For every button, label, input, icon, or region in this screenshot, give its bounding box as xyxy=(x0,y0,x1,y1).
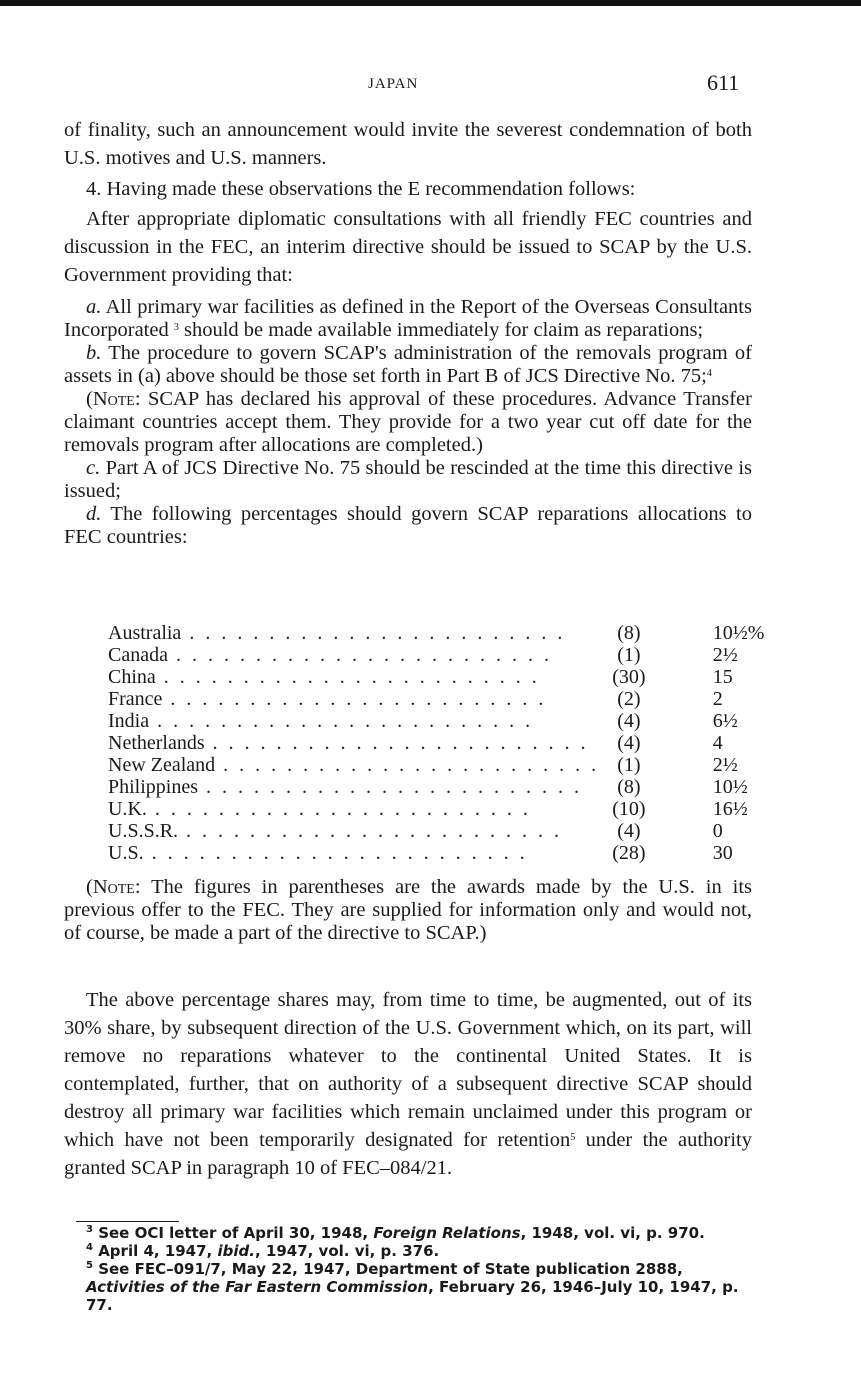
paragraph-1: of finality, such an announcement would invite the severest condemnation of both U.S. motives and U.S. manners. xyxy=(64,119,752,169)
item-b xyxy=(64,342,752,388)
percentage-share: 10½ xyxy=(712,776,748,798)
footnote-5-mark: 5 xyxy=(86,1260,93,1271)
percentage-share: 30 xyxy=(712,842,733,864)
paragraph-3: After appropriate diplomatic consultations with all friendly FEC countries and discussion in the FEC, an interim directive should be issued to SCAP by the U.S. Government providing that: xyxy=(64,208,752,286)
footnotes xyxy=(72,1224,764,1314)
percentage-share: 4 xyxy=(712,732,723,754)
allocation-row xyxy=(108,622,861,644)
country-name: China . . . xyxy=(108,666,599,688)
percentage-share: 6½ xyxy=(712,710,738,732)
country-name: India . . . xyxy=(108,710,599,732)
body-upper xyxy=(64,116,752,289)
allocation-row xyxy=(108,820,861,842)
item-a xyxy=(64,296,752,342)
note-procedures-text: : SCAP has declared his approval of these procedures. Advance Transfer claimant countries accept them. They provide for a two year cut off date for the removals program after allocations are completed.) xyxy=(64,388,752,456)
footnote-5-text: See FEC–091/7, May 22, 1947, Department of State publication 2888, xyxy=(98,1260,683,1278)
country-name: France . . . xyxy=(108,688,599,710)
allocation-row xyxy=(108,666,861,688)
footnote-rule xyxy=(76,1221,179,1222)
item-c-label: c. xyxy=(86,457,101,479)
item-d-label: d. xyxy=(86,503,102,525)
footnote-3-mark: 3 xyxy=(86,1224,93,1235)
footnote-3-title: Foreign Relations xyxy=(373,1224,521,1242)
footnote-ref-4: 4 xyxy=(706,368,712,379)
allocation-row xyxy=(108,842,861,864)
country-name: New Zealand . . . xyxy=(108,754,599,776)
note-figures-block xyxy=(64,876,752,945)
footnote-5 xyxy=(72,1260,764,1314)
item-c-text: Part A of JCS Directive No. 75 should be rescinded at the time this directive is issued; xyxy=(64,457,753,502)
previous-award: (4) xyxy=(617,710,641,732)
note-label: Note xyxy=(92,388,135,410)
allocation-row xyxy=(108,688,861,710)
item-b-text: The procedure to govern SCAP's administration of the removals program of assets in (a) above should be those set forth in Part B of JCS Directive No. 75; xyxy=(64,342,752,387)
footnote-4 xyxy=(72,1242,764,1260)
country-name: Australia . . . xyxy=(108,622,599,644)
previous-award: (4) xyxy=(617,732,641,754)
percentage-share: 10½% xyxy=(712,622,765,644)
footnote-5-title: Activities of the Far Eastern Commission xyxy=(86,1278,429,1296)
item-a-label: a. xyxy=(86,296,102,318)
footnote-3 xyxy=(72,1224,764,1242)
page-number: 611 xyxy=(707,70,740,95)
final-paragraph-block xyxy=(64,986,752,1182)
previous-award: (30) xyxy=(612,666,646,688)
note-figures: (Note: The figures in parentheses are the awards made by the U.S. in its previous offer to the FEC. They are supplied for information only and would not, of course, be made a part of the directive to SCAP.) xyxy=(64,876,752,944)
footnote-4-text: April 4, 1947, xyxy=(98,1242,213,1260)
item-d xyxy=(64,503,752,549)
previous-award: (28) xyxy=(612,842,646,864)
country-name: Canada . . . xyxy=(108,644,599,666)
percentage-share: 2 xyxy=(712,688,723,710)
country-name: U.K. . . . xyxy=(108,798,599,820)
allocation-row xyxy=(108,644,861,666)
allocation-row xyxy=(108,732,861,754)
previous-award: (1) xyxy=(617,644,641,666)
final-paragraph-rest: under the authority granted SCAP in paragraph 10 of FEC–084/21. xyxy=(64,1129,752,1179)
final-paragraph-text: The above percentage shares may, from time to time, be augmented, out of its 30% share, by subsequent direction of the U.S. Government which, on its part, will remove no reparations whatever to the continental United States. It is contemplated, further, that on authority of a subsequent directive SCAP should destroy all primary war facilities which remain unclaimed under this program or which have not been temporarily designated for retention xyxy=(64,989,752,1151)
allocation-rows xyxy=(108,622,861,864)
paragraph-2: 4. Having made these observations the E recommendation follows: xyxy=(86,178,636,200)
item-c xyxy=(64,457,752,503)
note-figures-text: : The figures in parentheses are the awards made by the U.S. in its previous offer to the FEC. They are supplied for information only and would not, of course, be made a part of the directive to SCAP.) xyxy=(64,876,752,944)
note-procedures: (Note: SCAP has declared his approval of these procedures. Advance Transfer claimant countries accept them. They provide for a two year cut off date for the removals program after allocations are completed.) xyxy=(64,388,752,456)
previous-award: (10) xyxy=(612,798,646,820)
item-b-label: b. xyxy=(86,342,102,364)
allocation-row xyxy=(108,776,861,798)
running-head: JAPAN xyxy=(368,76,419,92)
previous-award: (8) xyxy=(617,776,641,798)
previous-award: (4) xyxy=(617,820,641,842)
footnote-5-rest: , February 26, 1946–July 10, 1947, p. 77. xyxy=(86,1278,739,1314)
country-name: Netherlands . . . xyxy=(108,732,599,754)
footnote-ref-3: 3 xyxy=(173,322,179,333)
percentage-share: 2½ xyxy=(712,644,738,666)
country-name: Philippines . . . xyxy=(108,776,599,798)
country-name: U.S.S.R. . . . xyxy=(108,820,599,842)
footnote-4-ibid: ibid. xyxy=(217,1242,255,1260)
allocation-row xyxy=(108,754,861,776)
item-a-rest: should be made available immediately for claim as reparations; xyxy=(183,319,704,341)
percentage-share: 2½ xyxy=(712,754,738,776)
percentage-share: 15 xyxy=(712,666,733,688)
footnote-4-mark: 4 xyxy=(86,1242,93,1253)
footnote-4-rest: , 1947, vol. vi, p. 376. xyxy=(254,1242,440,1260)
allocation-row xyxy=(108,710,861,732)
note-label: Note xyxy=(92,876,135,898)
footnote-3-text: See OCI letter of April 30, 1948, xyxy=(98,1224,369,1242)
previous-award: (2) xyxy=(617,688,641,710)
final-paragraph xyxy=(64,986,752,1182)
allocation-table xyxy=(108,622,861,864)
directive-items xyxy=(64,296,752,549)
percentage-share: 16½ xyxy=(712,798,748,820)
percentage-share: 0 xyxy=(712,820,723,842)
item-a-text: All primary war facilities as defined in the Report of the Overseas Consultants Incorporated xyxy=(64,296,752,341)
item-d-text: The following percentages should govern SCAP reparations allocations to FEC countries: xyxy=(64,503,752,548)
allocation-row xyxy=(108,798,861,820)
previous-award: (8) xyxy=(617,622,641,644)
country-name: U.S. . . . xyxy=(108,842,599,864)
footnote-ref-5: 5 xyxy=(570,1132,576,1143)
previous-award: (1) xyxy=(617,754,641,776)
footnote-3-rest: , 1948, vol. vi, p. 970. xyxy=(520,1224,705,1242)
